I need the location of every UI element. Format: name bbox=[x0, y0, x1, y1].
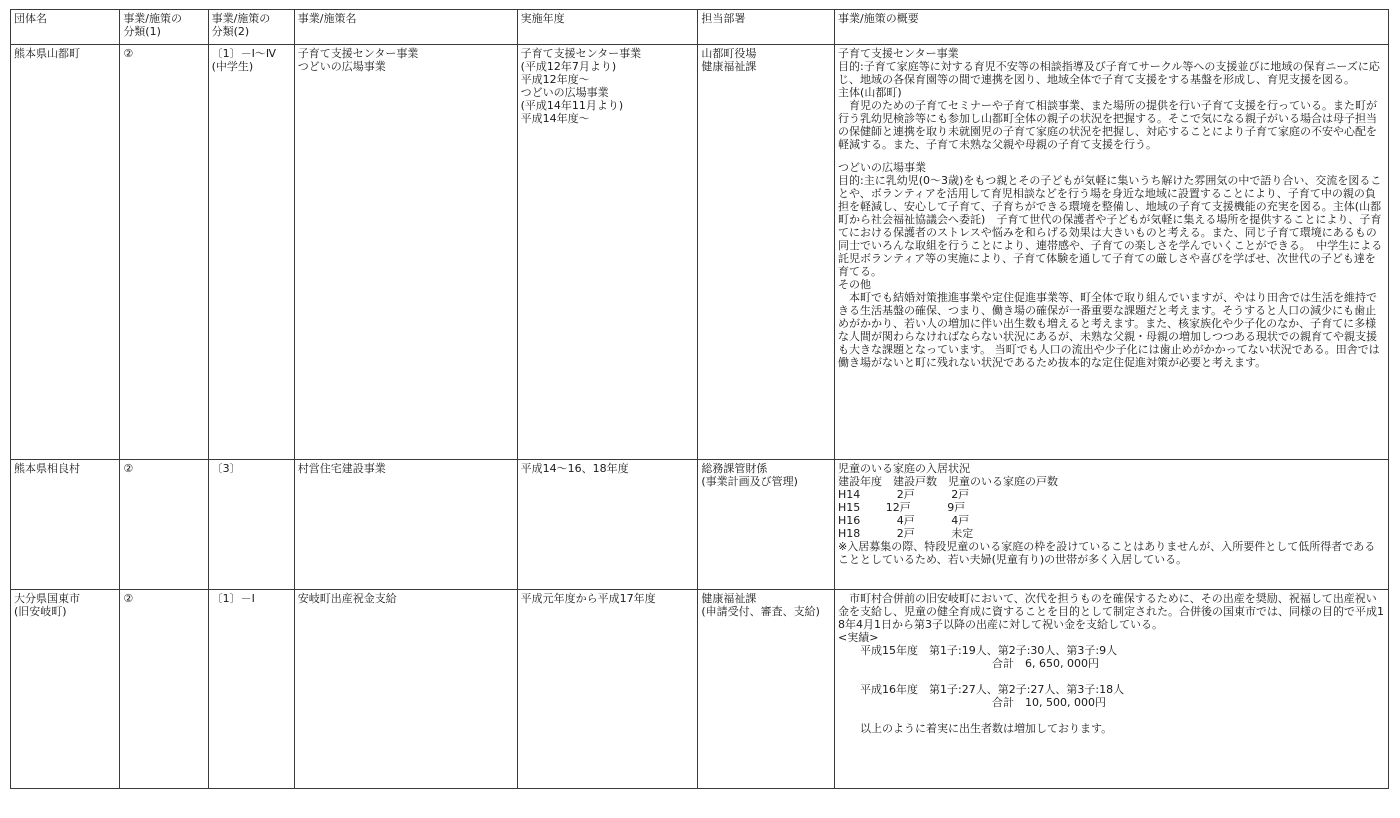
header-year: 実施年度 bbox=[517, 10, 698, 45]
cell-org: 熊本県山都町 bbox=[11, 45, 120, 460]
cell-dept: 総務課管財係 (事業計画及び管理) bbox=[698, 460, 835, 590]
cell-class1: ② bbox=[120, 45, 208, 460]
overview-paragraph: 子育て支援センター事業 目的:子育て家庭等に対する育児不安等の相談指導及び子育てサークル等への支援並びに地域の保育ニーズに応じ、地域の各保育園等の間で連携を図り、地域全体で子育て支援をする基盤を形成し、育児支援を図る。 主体(山都町) 育児のための子育てセミナーや子育て相談事業、また場所の提供を行い子育て支援を行っている。また町が行う乳幼児検診等にも参加し山都町全体の親子の状況を把握する。そこで気になる親子がいる場合は母子担当の保健師と連携を取り未就園児の子育て家庭の状況を把握し、対応することにより子育て家庭の不安や心配を軽減する。また、子育て未熟な父親や母親の子育て支援を行う。 bbox=[838, 47, 1380, 151]
header-class1: 事業/施策の 分類(1) bbox=[120, 10, 208, 45]
cell-name: 安岐町出産祝金支給 bbox=[294, 590, 517, 789]
cell-overview bbox=[835, 590, 1389, 789]
overview-paragraph: 市町村合併前の旧安岐町において、次代を担うものを確保するために、その出産を奨励、祝福して出産祝い金を支給し、児童の健全育成に資することを目的として制定された。合併後の国東市では、同様の目的で平成18年4月1日から第3子以降の出産に対して祝い金を支給している。 <実績> 平成15年度 第1子:19人、第2子:30人、第3子:9人 合計 6, 650, 000円 平成16年度 第1子:27人、第2子:27人、第3子:18人 合計 10, 500, 000円 以上のように着実に出生者数は増加しております。 bbox=[838, 592, 1385, 735]
header-dept: 担当部署 bbox=[698, 10, 835, 45]
header-row bbox=[11, 10, 1389, 45]
project-table bbox=[10, 9, 1389, 789]
cell-year: 平成元年度から平成17年度 bbox=[517, 590, 698, 789]
overview-paragraph: つどいの広場事業 目的:主に乳幼児(0～3歳)をもつ親とその子どもが気軽に集いうち解けた雰囲気の中で語り合い、交流を図ることや、ボランティアを活用して育児相談などを行う場を身近な地域に設置することにより、子育て中の親の負担を軽減し、安心して子育て、子育ちができる環境を整備し、地域の子育て支援機能の充実を図る。主体(山都町から社会福祉協議会へ委託) 子育て世代の保護者や子どもが気軽に集える場所を提供することにより、子育てにおける保護者のストレスや悩みを和らげる効果は大きいものと考える。また、同じ子育て環境にあるもの同士でいろんな取組を行うことにより、連帯感や、子育ての楽しさを学んでいくことができる。 中学生による託児ボランティア等の実施により、子育て体験を通して子育ての厳しさや喜びを学ばせ、次世代の子ども達を育てる。 その他 本町でも結婚対策推進事業や定住促進事業等、町全体で取り組んでいますが、やはり田舎では生活を維持できる生活基盤の確保、つまり、働き場の確保が一番重要な課題だと考えます。そうすると人口の減少にも歯止めがかかり、若い人の増加に伴い出生数も増えると考えます。また、核家族化や少子化のなか、子育てに多様な人間が関わらなければならない状況にあるが、未熟な父親・母親の増加しつつある現状での親育てや親支援も大きな課題となっています。 当町でも人口の流出や少子化には歯止めがかかってない状況である。田舎では働き場がないと町に残れない状況であるため抜本的な定住促進対策が必要と考えます。 bbox=[838, 161, 1383, 369]
cell-name: 子育て支援センター事業 つどいの広場事業 bbox=[294, 45, 517, 460]
cell-overview bbox=[835, 45, 1389, 460]
header-class2: 事業/施策の 分類(2) bbox=[208, 10, 294, 45]
table-row bbox=[11, 460, 1389, 590]
header-overview: 事業/施策の概要 bbox=[835, 10, 1389, 45]
cell-dept: 山都町役場 健康福祉課 bbox=[698, 45, 835, 460]
cell-class1: ② bbox=[120, 590, 208, 789]
cell-overview bbox=[835, 460, 1389, 590]
cell-class2: 〔3〕 bbox=[208, 460, 294, 590]
header-name: 事業/施策名 bbox=[294, 10, 517, 45]
overview-paragraph: 児童のいる家庭の入居状況 建設年度 建設戸数 児童のいる家庭の戸数 H14 2戸 2戸 H15 12戸 9戸 H16 4戸 4戸 H18 2戸 未定 ※入居募集の際、特段児童のいる家庭の枠を設けていることはありませんが、入所要件として低所得者であることとしているため、若い夫婦(児童有り)の世帯が多く入居している。 bbox=[838, 462, 1376, 566]
cell-year: 平成14～16、18年度 bbox=[517, 460, 698, 590]
cell-org: 熊本県相良村 bbox=[11, 460, 120, 590]
cell-dept: 健康福祉課 (申請受付、審査、支給) bbox=[698, 590, 835, 789]
cell-year: 子育て支援センター事業 (平成12年7月より) 平成12年度～ つどいの広場事業 (平成14年11月より) 平成14年度～ bbox=[517, 45, 698, 460]
header-org: 団体名 bbox=[11, 10, 120, 45]
table-row bbox=[11, 590, 1389, 789]
cell-org: 大分県国東市 (旧安岐町) bbox=[11, 590, 120, 789]
cell-class1: ② bbox=[120, 460, 208, 590]
cell-name: 村営住宅建設事業 bbox=[294, 460, 517, 590]
cell-class2: 〔1〕－Ⅰ bbox=[208, 590, 294, 789]
cell-class2: 〔1〕－Ⅰ～Ⅳ (中学生) bbox=[208, 45, 294, 460]
table-row bbox=[11, 45, 1389, 460]
